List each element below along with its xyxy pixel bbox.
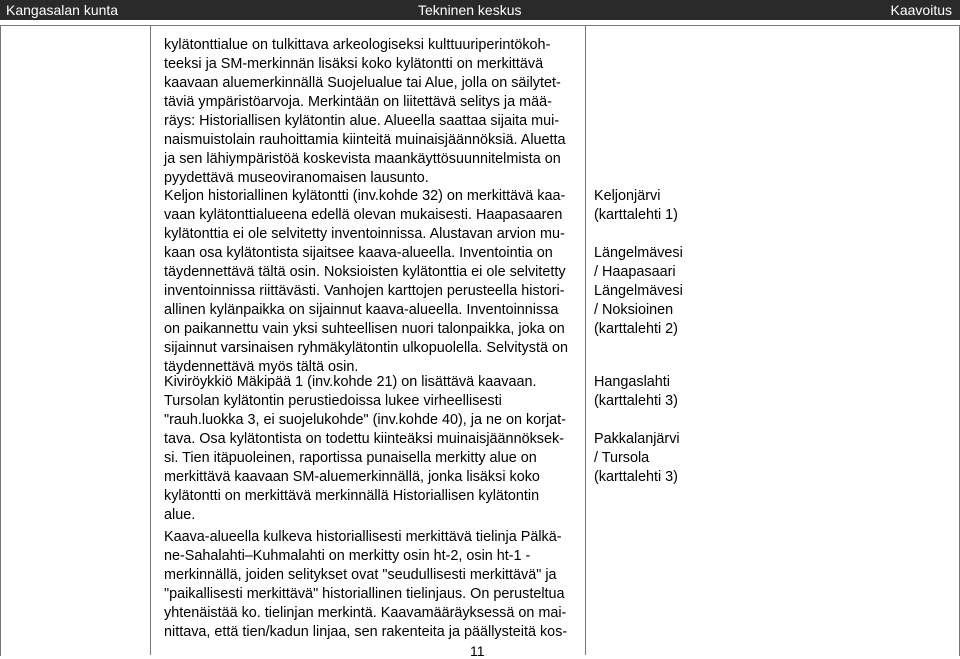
column-divider-left: [150, 25, 151, 655]
paragraph-tursola-village: Kiviröykkiö Mäkipää 1 (inv.kohde 21) on lisättävä kaavaan. Tursolan kylätontin perustiedoissa lukee virheellisesti "rauh.luokka 3, ei suojelukohde" (inv.kohde 40), ja ne on korjat- tava. Osa kylätontista on todettu kiinteäksi muinaisjäännöksek- si. Tien itäpuoleinen, raportissa punaisella merkitty alue on merkittävä kaavaan SM-aluemerkinnällä, jonka lisäksi koko kylätontti on merkittävä merkinnällä Historiallisen kylätontin alue.: [164, 374, 566, 523]
side-note-map-sheets-1-2: Keljonjärvi (karttalehti 1) Längelmävesi / Haapasaari Längelmävesi / Noksioinen (karttalehti 2): [594, 188, 683, 337]
column-divider-right: [585, 25, 586, 655]
page-number: 11: [470, 643, 485, 659]
paragraph-keljo-village: Keljon historiallinen kylätontti (inv.kohde 32) on merkittävä kaa- vaan kylätonttialueena edellä olevan mukaisesti. Haapasaaren kylätonttia ei ole selvitetty inventoinnissa. Alustavan arvion mu- kaan osa kylätontista sijaitsee kaava-alueella. Inventointia on täydennettävä tältä osin. Noksioisten kylätonttia ei ole selvitetty inventoinnissa riittävästi. Vanhojen karttojen perusteella histori- allinen kylänpaikka on sijainnut kaava-alueella. Inventoinnissa on paikannettu vain yksi suhteellisen nuori talonpaikka, joka on sijainnut varsinaisen ryhmäkylätontin ulkopuolella. Selvitystä on täydennettävä myös tältä osin.: [164, 188, 568, 375]
paragraph-historic-road: Kaava-alueella kulkeva historiallisesti merkittävä tielinja Pälkä- ne-Sahalahti–Kuhmalahti on merkitty osin ht-2, osin ht-1 - merkinnällä, joiden selitykset ovat "seudullisesti merkittävä" ja "paikallisesti merkittävä" historiallinen tielinjaus. On perusteltua yhtenäistää ko. tielinjan merkintä. Kaavamääräyksessä on mai- nittava, että tien/kadun linjaa, sen rakenteita ja päällysteitä kos-: [164, 529, 568, 640]
paragraph-village-site-requirements: kylätonttialue on tulkittava arkeologiseksi kulttuuriperintökoh- teeksi ja SM-merkinnän lisäksi koko kylätontti on merkittävä kaavaan aluemerkinnällä Suojelualue tai Alue, jolla on säilytet- täviä ympäristöarvoja. Merkintään on liitettävä selitys ja mää- räys: Historiallisen kylätontin alue. Alueella saattaa sijaita mui- naismuistolain rauhoittamia kiinteitä muinaisjäännöksiä. Aluetta ja sen lähiympäristöä koskevista maankäyttösuunnitelmista on pyydettävä museoviranomaisen lausunto.: [164, 37, 566, 186]
header-unit: Kaavoitus: [890, 2, 952, 18]
side-note-map-sheet-3: Hangaslahti (karttalehti 3) Pakkalanjärvi / Tursola (karttalehti 3): [594, 374, 680, 485]
page-header: [0, 0, 960, 20]
header-organization: Kangasalan kunta: [6, 2, 119, 18]
header-department: Tekninen keskus: [418, 2, 522, 18]
